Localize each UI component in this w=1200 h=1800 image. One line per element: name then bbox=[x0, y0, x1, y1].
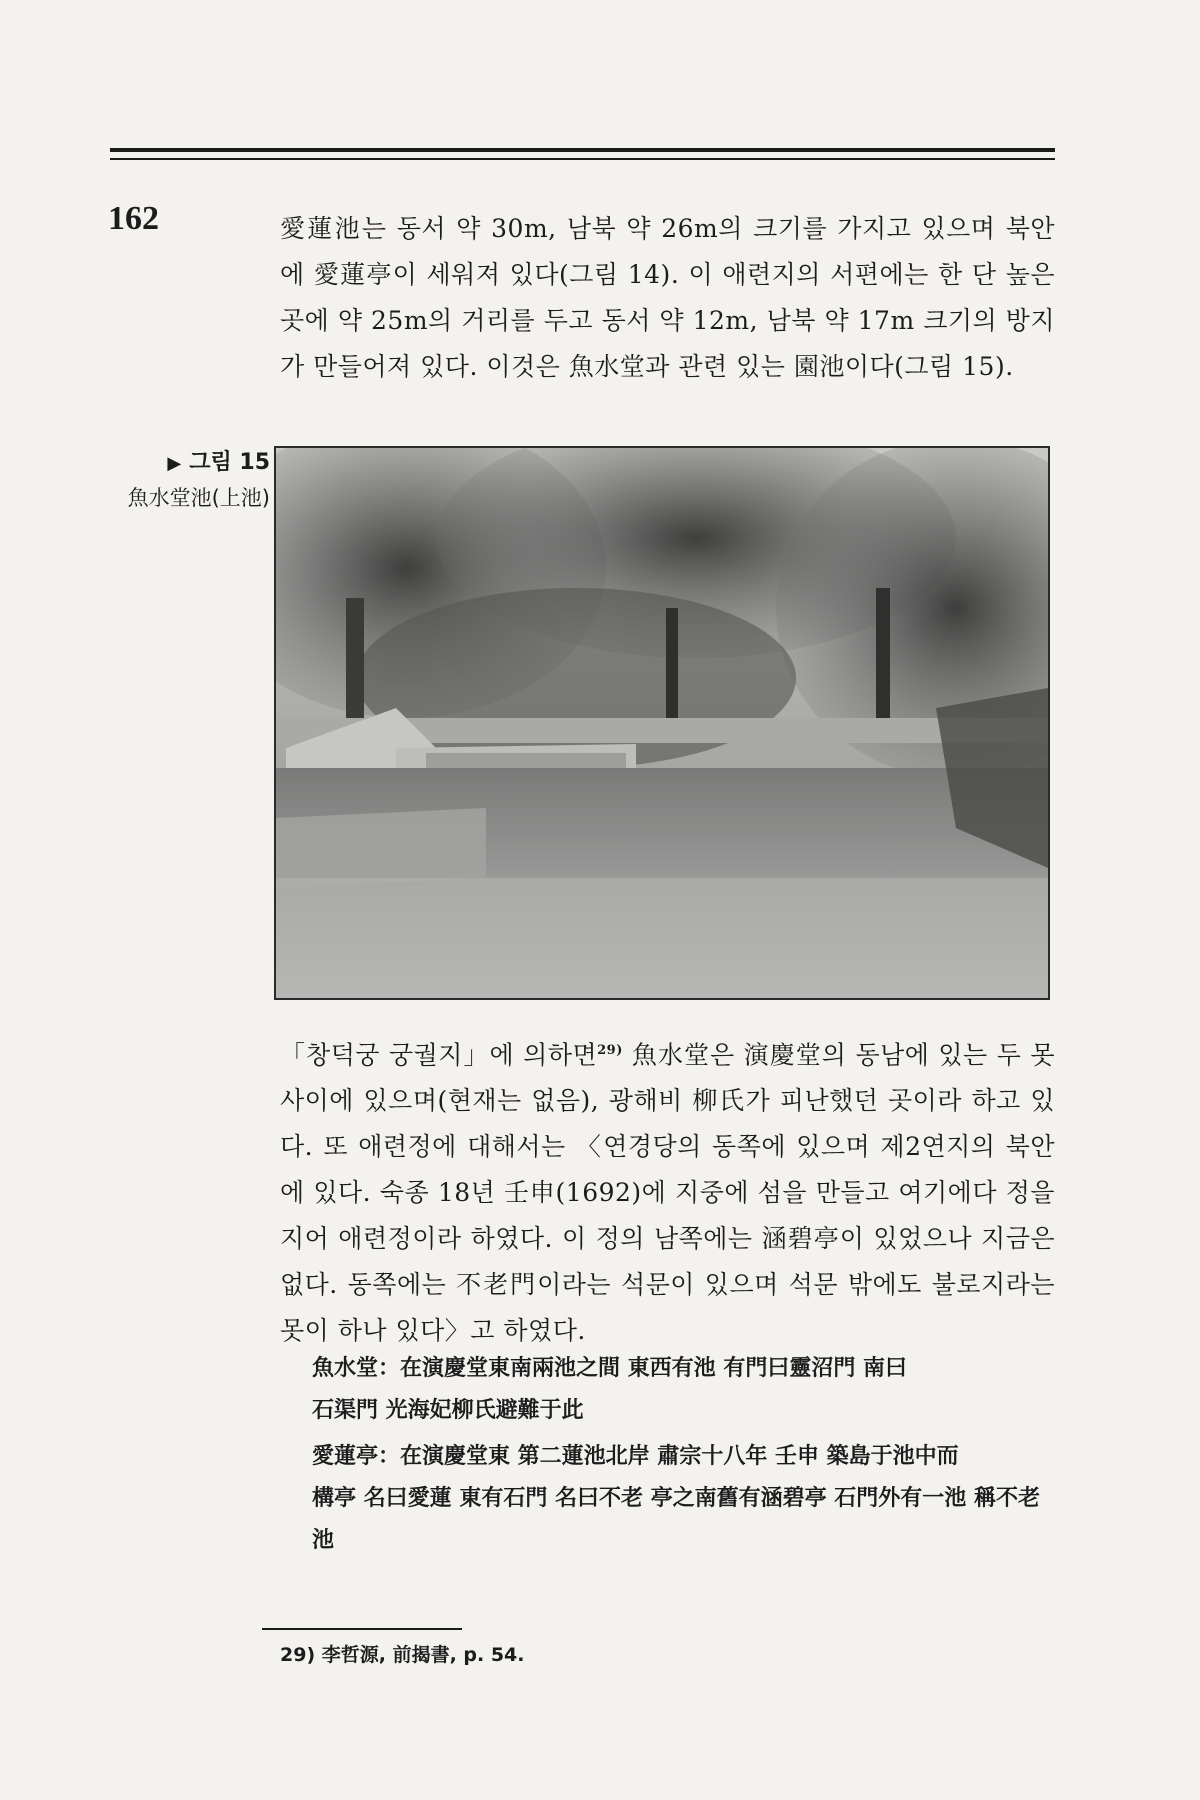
quotation-eosudang-line-1: 魚水堂：在演慶堂東南兩池之間 東西有池 有門曰靈沼門 南曰 bbox=[312, 1356, 907, 1381]
pond-photo-illustration bbox=[276, 448, 1048, 998]
triangle-marker-icon: ▶ bbox=[167, 453, 182, 474]
body-paragraph-2 bbox=[280, 1028, 1055, 1354]
footnote-rule bbox=[262, 1628, 462, 1630]
paragraph-2-body: 魚水堂은 演慶堂의 동남에 있는 두 못 사이에 있으며(현재는 없음), 광해비 柳氏가 피난했던 곳이라 하고 있다. 또 애련정에 대해서는 〈연경당의 동쪽에 있으며 제2연지의 북안에 있다. 숙종 18년 壬申(1692)에 지중에 섬을 만들고 여기에다 정을 지어 애련정이라 하였다. 이 정의 남쪽에는 涵碧亭이 있었으나 지금은 없다. 동쪽에는 不老門이라는 석문이 있으며 석문 밖에도 불로지라는 못이 하나 있다〉고 하였다. bbox=[280, 1040, 1055, 1346]
page-number: 162 bbox=[108, 200, 159, 237]
figure-number-line bbox=[100, 446, 270, 481]
paragraph-2-lead: 「창덕궁 궁궐지」에 의하면 bbox=[280, 1040, 598, 1070]
quotation-eosudang bbox=[312, 1348, 1052, 1432]
figure-label bbox=[100, 446, 270, 515]
body-paragraph-1: 愛蓮池는 동서 약 30m, 남북 약 26m의 크기를 가지고 있으며 북안에 愛蓮亭이 세워져 있다(그림 14). 이 애련지의 서편에는 한 단 높은 곳에 약 25m의 거리를 두고 동서 약 12m, 남북 약 17m 크기의 방지가 만들어져 있다. 이것은 魚水堂과 관련 있는 園池이다(그림 15). bbox=[280, 214, 1055, 381]
header-rule bbox=[110, 148, 1055, 160]
quotation-aeryeonjeong-line-1: 愛蓮亭：在演慶堂東 第二蓮池北岸 肅宗十八年 壬申 築島于池中而 bbox=[312, 1444, 959, 1469]
quotation-aeryeonjeong bbox=[312, 1436, 1052, 1562]
pond-photo bbox=[274, 446, 1050, 1000]
figure-caption: 魚水堂池(上池) bbox=[127, 486, 270, 510]
footnote-reference: 29) bbox=[597, 1043, 623, 1058]
figure-number: 그림 15 bbox=[189, 450, 270, 475]
footnote: 29) 李哲源, 前揭書, p. 54. bbox=[280, 1644, 525, 1666]
quotation-eosudang-line-2: 石渠門 光海妃柳氏避難于此 bbox=[312, 1398, 584, 1423]
quotation-aeryeonjeong-rest: 構亭 名曰愛蓮 東有石門 名曰不老 亭之南舊有涵碧亭 石門外有一池 稱不老池 bbox=[312, 1486, 1040, 1553]
